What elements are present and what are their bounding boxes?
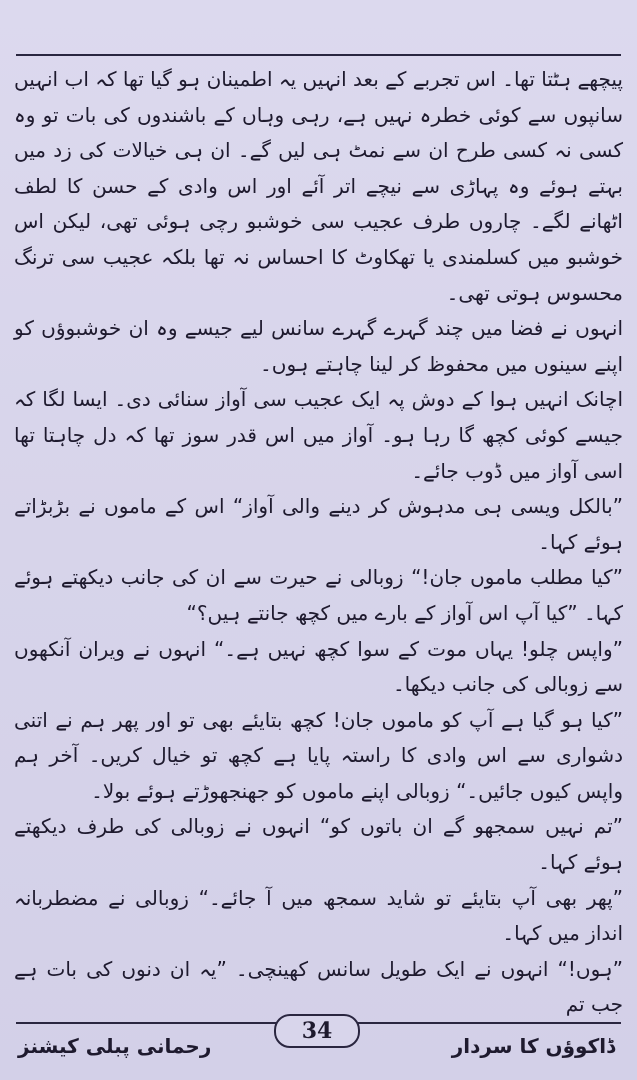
paragraph: ”ہوں!“ انہوں نے ایک طویل سانس کھینچی۔ ”یہ ان دنوں کی بات ہے جب تم [14, 956, 623, 1017]
paragraph: ”کیا مطلب ماموں جان!“ زوبالی نے حیرت سے ان کی جانب دیکھتے ہوئے کہا۔ ”کیا آپ اس آواز کے بارے میں کچھ جانتے ہیں؟“ [14, 565, 623, 625]
paragraph: اچانک انہیں ہوا کے دوش پہ ایک عجیب سی آواز سنائی دی۔ ایسا لگا کہ جیسے کوئی کچھ گا رہا ہو۔ آواز میں اس قدر سوز تھا کہ دل چاہتا تھا اسی آواز میں ڈوب جائے۔ [14, 387, 623, 483]
page-number: 34 [274, 1014, 360, 1048]
paragraph: ”تم نہیں سمجھو گے ان باتوں کو“ انہوں نے زوبالی کی طرف دیکھتے ہوئے کہا۔ [14, 814, 623, 875]
paragraph: ”کیا ہو گیا ہے آپ کو ماموں جان! کچھ بتایئے بھی تو اور پھر ہم نے اتنی دشواری سے اس وادی کا راستہ پایا ہے کچھ تو خیال کریں۔ آخر ہم واپس کیوں جائیں۔“ زوبالی اپنے ماموں کو جھنجھوڑتے ہوئے بولا۔ [14, 707, 623, 803]
paragraph: ”بالکل ویسی ہی مدہوش کر دینے والی آواز“ اس کے ماموں نے بڑبڑاتے ہوئے کہا۔ [14, 494, 623, 554]
body-text [14, 62, 623, 1017]
top-rule [16, 54, 621, 56]
paragraph: ”واپس چلو! یہاں موت کے سوا کچھ نہیں ہے۔“ انہوں نے ویران آنکھوں سے زوبالی کی جانب دیکھا۔ [14, 636, 623, 697]
publisher-name: رحمانی پبلی کیشنز [18, 1034, 212, 1058]
paragraph: ”پھر بھی آپ بتایئے تو شاید سمجھ میں آ جائے۔“ زوبالی نے مضطربانہ انداز میں کہا۔ [14, 885, 623, 946]
paragraph: انہوں نے فضا میں چند گہرے گہرے سانس لیے جیسے وہ ان خوشبوؤں کو اپنے سینوں میں محفوظ کر لینا چاہتے ہوں۔ [14, 316, 623, 376]
book-title: ڈاکوؤں کا سردار [451, 1034, 615, 1058]
paragraph: پیچھے ہٹتا تھا۔ اس تجربے کے بعد انہیں یہ اطمینان ہو گیا تھا کہ اب انہیں سانپوں سے کوئی خطرہ نہیں ہے، رہی وہاں کے باشندوں کی بات تو وہ کسی نہ کسی طرح ان سے نمٹ ہی لیں گے۔ ان ہی خیالات کی زد میں بہتے ہوئے وہ پہاڑی سے نیچے اتر آئے اور اس وادی کے حسن کا لطف اٹھانے لگے۔ چاروں طرف عجیب سی خوشبو رچی ہوئی تھی، لیکن اس خوشبو میں کسلمندی یا تھکاوٹ کا احساس نہ تھا بلکہ عجیب سی ترنگ محسوس ہوتی تھی۔ [14, 67, 623, 305]
page-footer [16, 1018, 621, 1074]
